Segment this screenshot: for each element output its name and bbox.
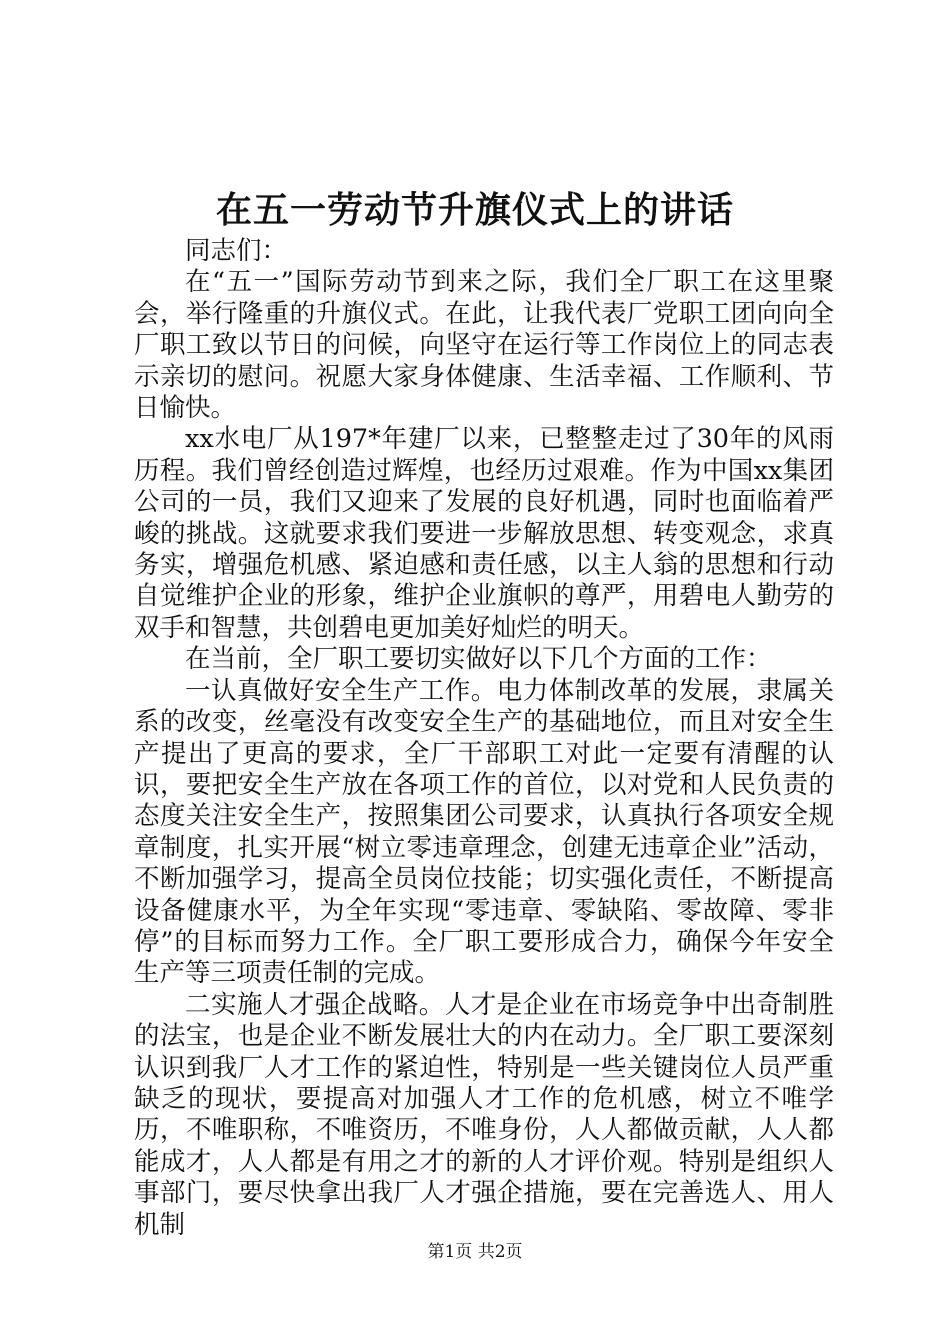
- document-title: 在五一劳动节升旗仪式上的讲话: [215, 189, 734, 231]
- page-number-footer: 第1页 共2页: [427, 1242, 523, 1262]
- history-paragraph: xx水电厂从197*年建厂以来，已整整走过了30年的风雨历程。我们曾经创造过辉煌，也经历过艰难。作为中国xx集团公司的一员，我们又迎来了发展的良好机遇，同时也面临着严峻的挑战。这就要求我们要进一步解放思想、转变观念，求真务实，增强危机感、紧迫感和责任感，以主人翁的思想和行动自觉维护企业的形象，维护企业旗帜的尊严，用碧电人勤劳的双手和智慧，共创碧电更加美好灿烂的明天。: [134, 424, 834, 643]
- document-body: [134, 236, 834, 1241]
- safety-paragraph: 一认真做好安全生产工作。电力体制改革的发展，隶属关系的改变，丝毫没有改变安全生产的基础地位，而且对安全生产提出了更高的要求，全厂干部职工对此一定要有清醒的认识，要把安全生产放在各项工作的首位，以对党和人民负责的态度关注安全生产，按照集团公司要求，认真执行各项安全规章制度，扎实开展“树立零违章理念，创建无违章企业”活动，不断加强学习，提高全员岗位技能；切实强化责任，不断提高设备健康水平，为全年实现“零违章、零缺陷、零故障、零非停”的目标而努力工作。全厂职工要形成合力，确保今年安全生产等三项责任制的完成。: [134, 675, 834, 989]
- salutation-paragraph: 同志们：: [185, 236, 288, 266]
- opening-paragraph: 在“五一”国际劳动节到来之际，我们全厂职工在这里聚会，举行隆重的升旗仪式。在此，让我代表厂党职工团向向全厂职工致以节日的问候，向坚守在运行等工作岗位上的同志表示亲切的慰问。祝愿大家身体健康、生活幸福、工作顺利、节日愉快。: [134, 267, 834, 424]
- talent-paragraph: 二实施人才强企战略。人才是企业在市场竞争中出奇制胜的法宝，也是企业不断发展壮大的内在动力。全厂职工要深刻认识到我厂人才工作的紧迫性，特别是一些关键岗位人员严重缺乏的现状，要提高对加强人才工作的危机感，树立不唯学历，不唯职称，不唯资历，不唯身份，人人都做贡献，人人都能成才，人人都是有用之才的新的人才评价观。特别是组织人事部门，要尽快拿出我厂人才强企措施，要在完善选人、用人机制: [134, 989, 834, 1240]
- tasks-intro-paragraph: 在当前，全厂职工要切实做好以下几个方面的工作：: [185, 644, 772, 675]
